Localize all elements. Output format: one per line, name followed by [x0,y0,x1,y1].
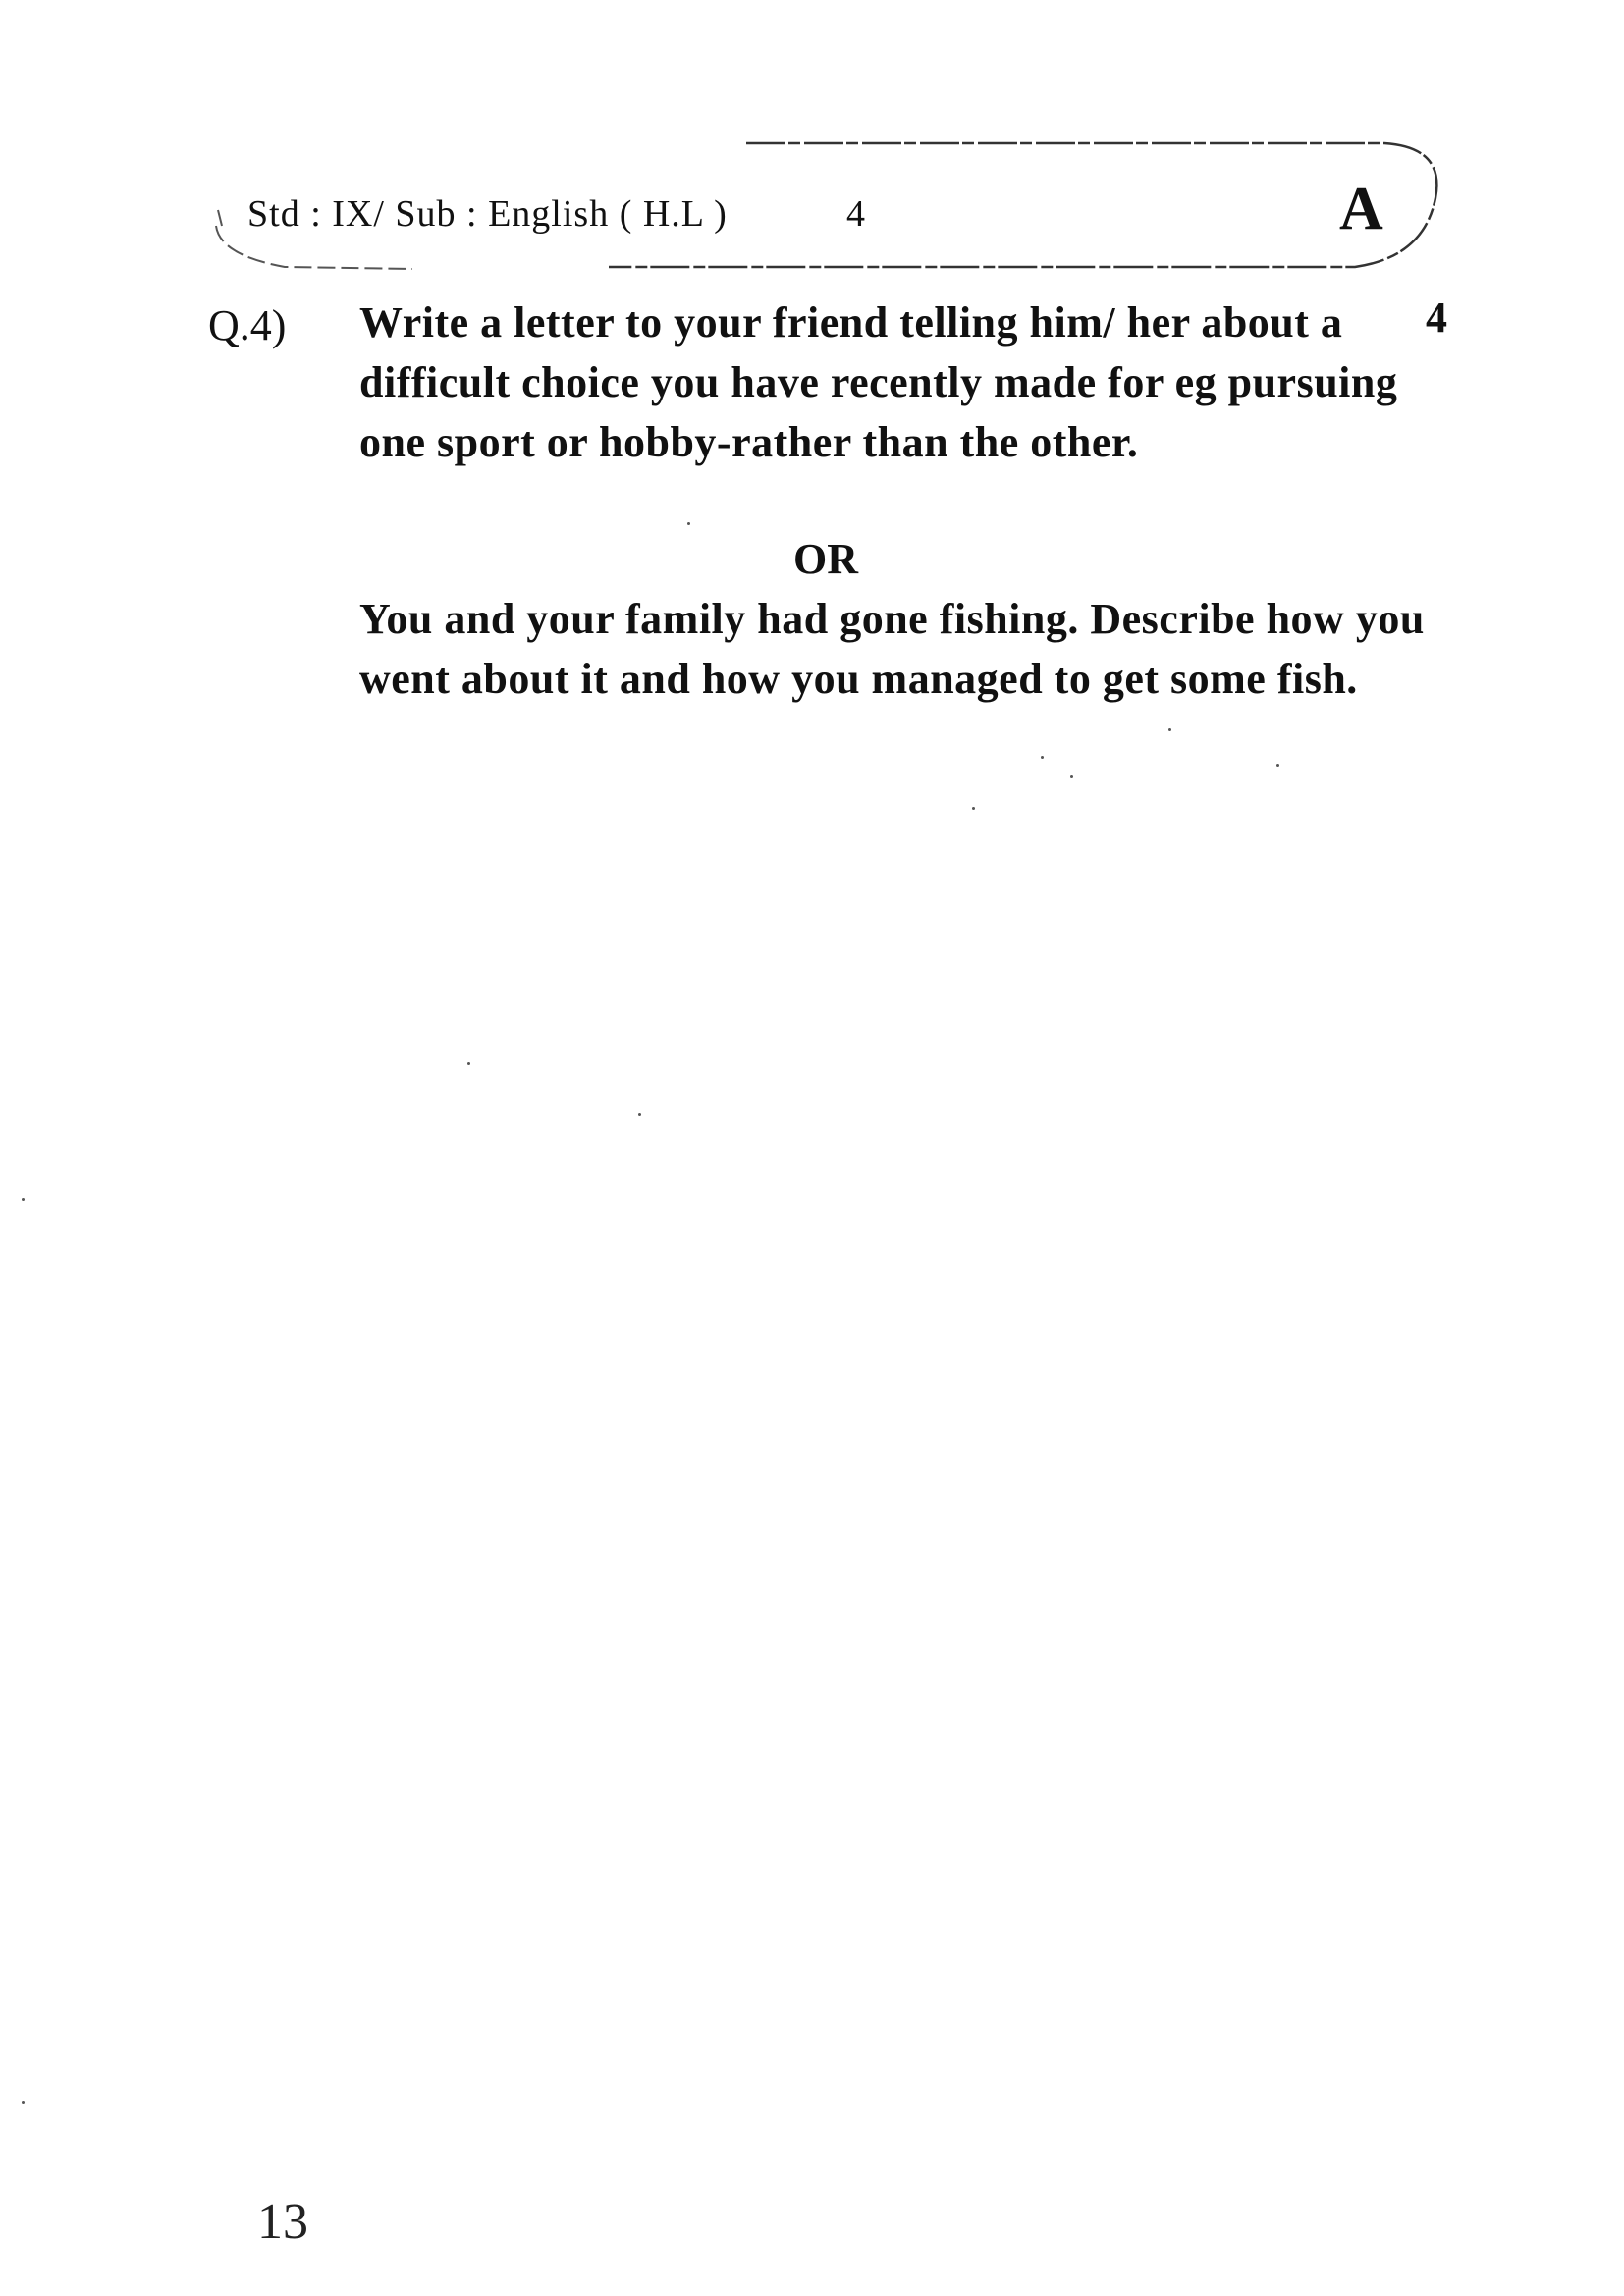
alternative-question-text: You and your family had gone fishing. Describe how you went about it and how you managed to get some fish. [359,595,1425,703]
scan-speck [638,1113,641,1116]
scan-speck [1276,764,1279,767]
scan-speck [1070,775,1073,778]
scan-speck [467,1062,470,1065]
set-label: A [1339,176,1383,242]
question-number: Q.4) [208,301,287,349]
footer-page-number: 13 [257,2194,308,2250]
scan-speck [1168,728,1171,731]
scan-speck [687,522,690,525]
question-marks: 4 [1426,294,1447,342]
std-subject-label: Std : IX/ Sub : English ( H.L ) [247,193,728,235]
or-label: OR [793,535,858,583]
scan-speck [22,1198,25,1201]
question-text: Write a letter to your friend telling him/ her about a difficult choice you have recently made for eg pursuing one sport or hobby-rather than the other. [359,298,1398,466]
header-page-number: 4 [846,193,865,235]
scan-speck [972,807,975,810]
scan-speck [1041,756,1044,759]
scan-speck [22,2101,25,2104]
